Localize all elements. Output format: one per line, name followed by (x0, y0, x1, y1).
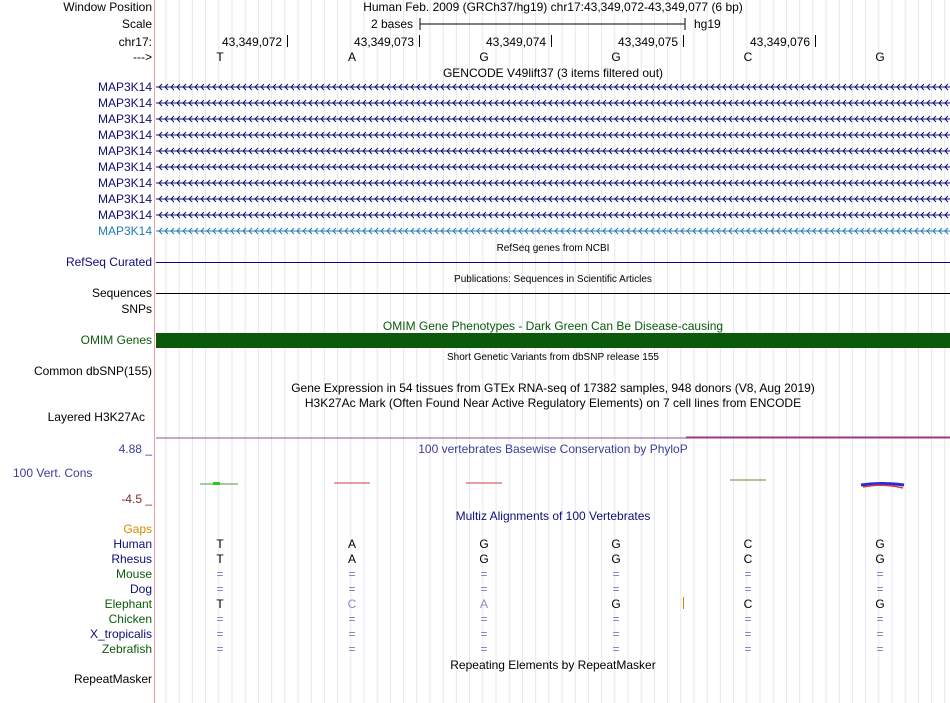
alignment-base: G (875, 537, 885, 551)
track-label-divider (154, 0, 155, 703)
coordinate-tick-mark (551, 35, 552, 47)
species-label-elephant[interactable]: Elephant (104, 597, 152, 611)
species-label-chicken[interactable]: Chicken (108, 612, 152, 626)
conservation-min: -4.5 _ (121, 492, 152, 506)
alignment-base: = (480, 642, 488, 656)
alignment-base: = (216, 582, 224, 596)
gene-label[interactable]: MAP3K14 (97, 224, 152, 238)
species-label-dog[interactable]: Dog (129, 582, 152, 596)
gap-marker (683, 597, 684, 609)
dbsnp-track-title[interactable]: Short Genetic Variants from dbSNP release 155 (447, 352, 659, 363)
omim-track-title[interactable]: OMIM Gene Phenotypes - Dark Green Can Be Disease-causing (382, 319, 724, 333)
alignment-base: A (479, 597, 488, 611)
gene-label[interactable]: MAP3K14 (97, 144, 152, 158)
alignment-base: A (347, 537, 356, 551)
gencode-track-title[interactable]: GENCODE V49lift37 (3 items filtered out) (442, 66, 664, 80)
gene-label[interactable]: MAP3K14 (97, 192, 152, 206)
multiz-track-title[interactable]: Multiz Alignments of 100 Vertebrates (455, 509, 651, 523)
scale-label: Scale (121, 17, 152, 31)
alignment-base: = (480, 567, 488, 581)
alignment-base: = (612, 642, 620, 656)
coordinate-tick: 43,349,074 (486, 35, 547, 49)
h3k27ac-signal[interactable] (156, 432, 950, 442)
alignment-base: = (348, 582, 356, 596)
h3k27ac-label[interactable]: Layered H3K27Ac (47, 410, 145, 424)
alignment-base: T (216, 552, 224, 566)
window-position-label: Window Position (63, 0, 152, 14)
alignment-base: C (743, 537, 753, 551)
alignment-base: = (876, 612, 884, 626)
gene-label[interactable]: MAP3K14 (97, 160, 152, 174)
conservation-label[interactable]: 100 Vert. Cons (13, 466, 93, 480)
alignment-base: = (216, 567, 224, 581)
alignment-base: = (348, 627, 356, 641)
alignment-base: A (347, 552, 356, 566)
species-label-mouse[interactable]: Mouse (115, 567, 152, 581)
alignment-base: = (480, 612, 488, 626)
alignment-base: = (612, 582, 620, 596)
alignment-base: G (611, 552, 621, 566)
alignment-base: = (876, 567, 884, 581)
gene-label[interactable]: MAP3K14 (97, 208, 152, 222)
alignment-base: = (216, 642, 224, 656)
dbsnp-label[interactable]: Common dbSNP(155) (33, 364, 152, 378)
conservation-max: 4.88 _ (118, 442, 152, 456)
scale-db: hg19 (694, 17, 721, 31)
window-position-text: Human Feb. 2009 (GRCh37/hg19) chr17:43,349,072-43,349,077 (6 bp) (363, 0, 743, 14)
refseq-track-title[interactable]: RefSeq genes from NCBI (496, 243, 610, 254)
sequence-base: C (743, 50, 753, 64)
repeatmasker-track-title[interactable]: Repeating Elements by RepeatMasker (450, 658, 656, 672)
refseq-label[interactable]: RefSeq Curated (65, 255, 152, 269)
scale-text: 2 bases (371, 17, 414, 31)
alignment-base: = (744, 612, 752, 626)
species-label-x-tropicalis[interactable]: X_tropicalis (89, 627, 152, 641)
alignment-base: G (875, 597, 885, 611)
alignment-base: G (611, 537, 621, 551)
coordinate-tick-mark (683, 35, 684, 47)
conservation-track-title[interactable]: 100 vertebrates Basewise Conservation by PhyloP (418, 442, 688, 456)
omim-feature-bar[interactable] (156, 333, 950, 348)
gene-transcript-row[interactable] (156, 128, 950, 142)
sequence-base: G (479, 50, 489, 64)
alignment-base: = (744, 582, 752, 596)
alignment-base: = (744, 627, 752, 641)
sequence-base: G (875, 50, 885, 64)
refseq-feature-line[interactable] (156, 262, 950, 263)
alignment-base: = (744, 642, 752, 656)
snps-label[interactable]: SNPs (121, 302, 152, 316)
gene-transcript-row[interactable] (156, 144, 950, 158)
alignment-base: = (744, 567, 752, 581)
gene-transcript-row[interactable] (156, 192, 950, 206)
gene-label[interactable]: MAP3K14 (97, 176, 152, 190)
alignment-base: = (216, 612, 224, 626)
alignment-base: = (216, 627, 224, 641)
coordinate-tick-mark (419, 35, 420, 47)
alignment-base: = (612, 567, 620, 581)
coordinate-tick: 43,349,075 (618, 35, 679, 49)
coordinate-tick: 43,349,073 (354, 35, 415, 49)
gene-label[interactable]: MAP3K14 (97, 80, 152, 94)
gaps-label[interactable]: Gaps (123, 522, 152, 536)
alignment-base: = (876, 627, 884, 641)
gtex-track-title[interactable]: Gene Expression in 54 tissues from GTEx RNA-seq of 17382 samples, 948 donors (V8, Aug 2019) (291, 381, 815, 395)
alignment-base: = (348, 612, 356, 626)
alignment-base: C (347, 597, 357, 611)
alignment-base: G (479, 537, 489, 551)
alignment-base: T (216, 597, 224, 611)
scale-bar (419, 17, 687, 32)
species-label-rhesus[interactable]: Rhesus (111, 552, 152, 566)
gene-transcript-row[interactable] (156, 96, 950, 110)
alignment-base: = (612, 627, 620, 641)
alignment-base: = (480, 627, 488, 641)
gene-transcript-row[interactable] (156, 208, 950, 222)
alignment-base: G (611, 597, 621, 611)
alignment-base: = (612, 612, 620, 626)
h3k27ac-track-title[interactable]: H3K27Ac Mark (Often Found Near Active Regulatory Elements) on 7 cell lines from ENCODE (304, 396, 802, 410)
coordinate-tick: 43,349,072 (222, 35, 283, 49)
sequence-base: A (347, 50, 356, 64)
strand-label: ---> (133, 50, 152, 64)
gene-transcript-row[interactable] (156, 80, 950, 94)
alignment-base: G (875, 552, 885, 566)
gene-label[interactable]: MAP3K14 (97, 112, 152, 126)
sequences-label[interactable]: Sequences (91, 286, 152, 300)
chromosome-label: chr17: (118, 35, 152, 49)
gene-label[interactable]: MAP3K14 (97, 96, 152, 110)
sequence-base: G (611, 50, 621, 64)
coordinate-tick-mark (287, 35, 288, 47)
alignment-base: G (479, 552, 489, 566)
gene-transcript-row[interactable] (156, 112, 950, 126)
species-label-zebrafish[interactable]: Zebrafish (101, 642, 152, 656)
publications-feature-line[interactable] (156, 293, 950, 294)
publications-track-title[interactable]: Publications: Sequences in Scientific Articles (454, 274, 652, 285)
alignment-base: T (216, 537, 224, 551)
coordinate-tick: 43,349,076 (750, 35, 811, 49)
omim-label[interactable]: OMIM Genes (80, 333, 152, 347)
alignment-base: = (348, 567, 356, 581)
repeatmasker-label[interactable]: RepeatMasker (73, 672, 152, 686)
conservation-signal[interactable] (156, 476, 950, 496)
alignment-base: C (743, 552, 753, 566)
gene-transcript-row[interactable] (156, 176, 950, 190)
alignment-base: = (480, 582, 488, 596)
alignment-base: = (876, 582, 884, 596)
gene-transcript-row[interactable] (156, 160, 950, 174)
species-label-human[interactable]: Human (113, 537, 152, 551)
gene-label[interactable]: MAP3K14 (97, 128, 152, 142)
alignment-base: = (348, 642, 356, 656)
alignment-base: = (876, 642, 884, 656)
sequence-base: T (216, 50, 224, 64)
coordinate-tick-mark (815, 35, 816, 47)
alignment-base: C (743, 597, 753, 611)
gene-transcript-row[interactable] (156, 224, 950, 238)
